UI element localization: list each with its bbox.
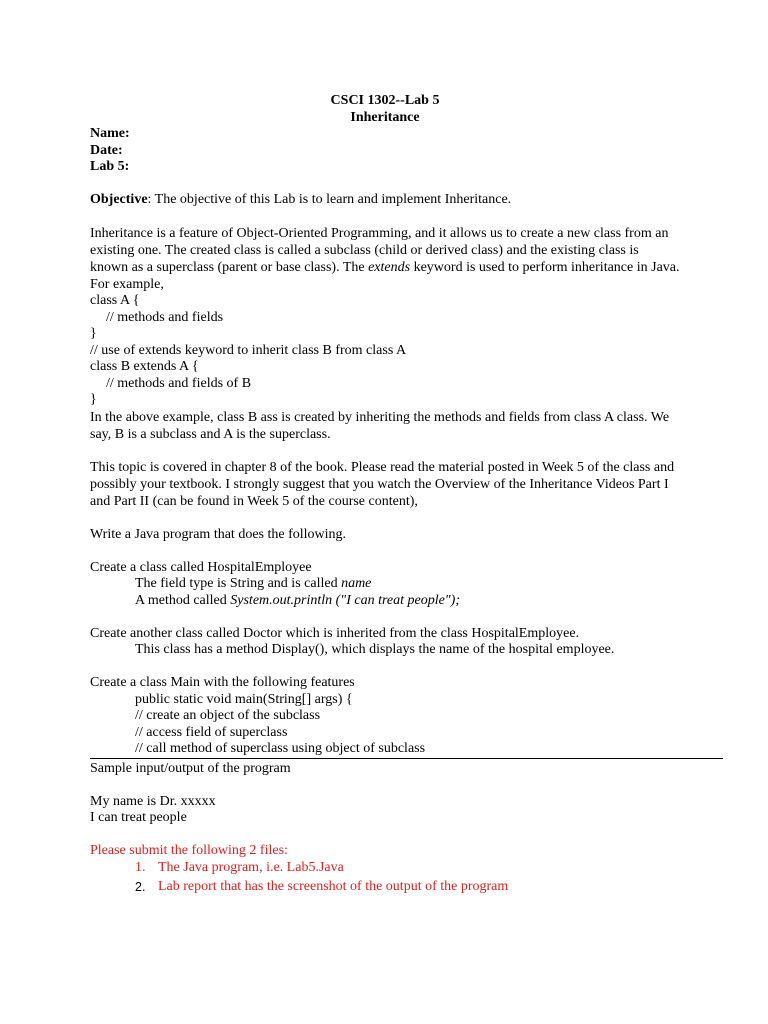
task3-line: // access field of superclass xyxy=(135,724,288,740)
intro-text-1: Inheritance is a feature of Object-Oriented Programming, and it allows us to create a new class from an existing one. The created class is called a subclass (child or derived class) and the existing class is known as a superclass (parent or base class). The xyxy=(90,226,669,275)
task2-detail: This class has a method Display(), which displays the name of the hospital employee. xyxy=(135,642,615,657)
document-title: CSCI 1302--Lab 5 xyxy=(330,93,440,108)
intro-paragraph xyxy=(90,225,680,293)
task1-heading: Create a class called HospitalEmployee xyxy=(90,559,312,575)
task1-method-code: System.out.println ("I can treat people"); xyxy=(230,592,461,608)
sample-output-line: I can treat people xyxy=(90,810,187,825)
code-line: } xyxy=(90,392,97,407)
code-line: // methods and fields of B xyxy=(106,375,252,391)
task1-field-prefix: The field type is String and is called xyxy=(135,576,342,591)
document-page xyxy=(90,93,680,896)
code-line: // methods and fields xyxy=(106,309,224,325)
lab-field-label: Lab 5: xyxy=(90,159,130,174)
code-line: } xyxy=(90,326,97,341)
objective-text: : The objective of this Lab is to learn and implement Inheritance. xyxy=(147,192,512,207)
date-field-label: Date: xyxy=(90,142,123,158)
submission-list xyxy=(90,860,680,896)
objective-paragraph xyxy=(90,192,680,209)
explanation-paragraph: In the above example, class B ass is created by inheriting the methods and fields from class A class. We say, B is a subclass and A is the superclass. xyxy=(90,409,670,442)
sample-output-line: My name is Dr. xxxxx xyxy=(90,793,216,809)
task3-line: public static void main(String[] args) { xyxy=(135,691,353,707)
submission-item-number: 2. xyxy=(135,880,146,894)
submission-item xyxy=(90,879,680,896)
task1-field-name: name xyxy=(341,576,372,591)
task1-field-line xyxy=(90,576,680,593)
sample-heading: Sample input/output of the program xyxy=(90,760,291,776)
task3-line: // create an object of the subclass xyxy=(135,708,321,723)
document-subtitle: Inheritance xyxy=(350,109,420,125)
task2-heading: Create another class called Doctor which is inherited from the class HospitalEmployee. xyxy=(90,625,580,641)
submission-item-text: The Java program, i.e. Lab5.Java xyxy=(158,859,344,875)
task-intro: Write a Java program that does the following. xyxy=(90,526,347,542)
submission-item-text: Lab report that has the screenshot of the output of the program xyxy=(158,879,509,894)
name-field-label: Name: xyxy=(90,126,130,141)
task3-heading: Create a class Main with the following features xyxy=(90,675,355,690)
submission-heading: Please submit the following 2 files: xyxy=(90,843,288,858)
task1-method-prefix: A method called xyxy=(135,592,231,608)
code-line: // use of extends keyword to inherit class B from class A xyxy=(90,342,407,358)
submission-item-number: 1. xyxy=(135,859,146,875)
extends-keyword: extends xyxy=(368,260,411,275)
objective-label: Objective xyxy=(90,192,148,207)
topic-note-paragraph: This topic is covered in chapter 8 of the book. Please read the material posted in Week 5 of the class and possibly your textbook. I strongly suggest that you watch the Overview of the Inheritance Videos Part I and Part II (can be found in Week 5 of the course content), xyxy=(90,460,675,509)
code-line: class B extends A { xyxy=(90,359,199,374)
intro-text-2: keyword is used to perform inheritance in Java. For example, xyxy=(90,260,680,292)
submission-item xyxy=(90,860,680,877)
task1-method-line xyxy=(90,593,680,610)
task3-line: // call method of superclass using object of subclass xyxy=(90,741,723,759)
code-line: class A { xyxy=(90,293,140,308)
